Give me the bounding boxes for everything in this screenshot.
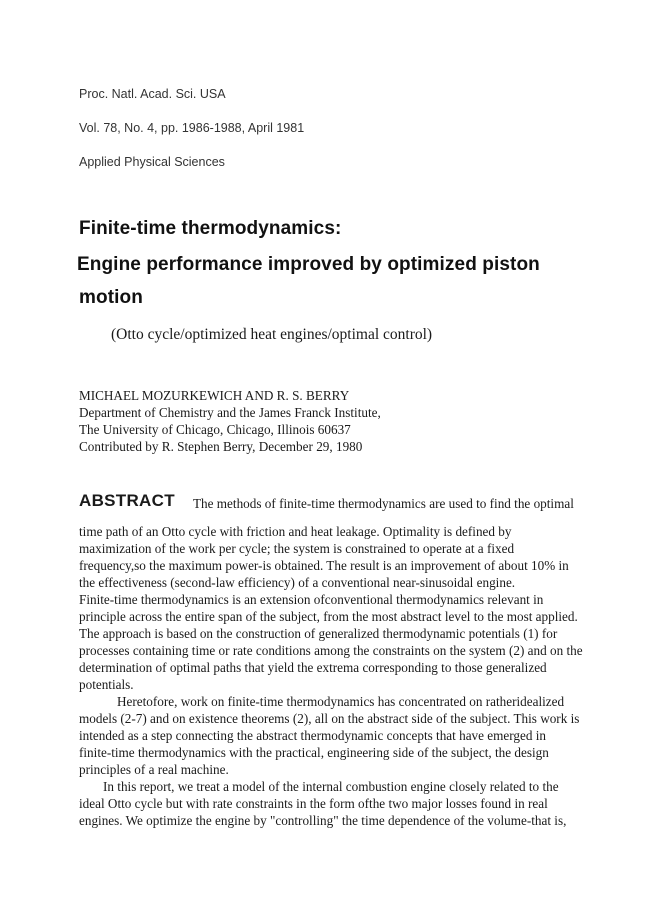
contributed-line: Contributed by R. Stephen Berry, December 29, 1980: [79, 439, 363, 454]
affiliation-line-1: Department of Chemistry and the James Franck Institute,: [79, 405, 381, 420]
body-line: Finite-time thermodynamics is an extension ofconventional thermodynamics relevant in: [79, 592, 544, 607]
keywords: (Otto cycle/optimized heat engines/optimal control): [111, 326, 433, 343]
affiliation-line-2: The University of Chicago, Chicago, Illinois 60637: [79, 422, 351, 437]
title-line-3: motion: [79, 287, 143, 308]
body-line: principles of a real machine.: [79, 762, 229, 777]
title-line-2: Engine performance improved by optimized piston: [77, 254, 540, 275]
abstract-line: time path of an Otto cycle with friction and heat leakage. Optimality is defined by: [79, 524, 512, 539]
body-line: processes containing time or rate conditions among the constraints on the system (2) and on the: [79, 643, 583, 658]
title-line-1: Finite-time thermodynamics:: [79, 218, 342, 239]
body-line: models (2-7) and on existence theorems (2), all on the abstract side of the subject. This work is: [79, 711, 580, 726]
body-line: intended as a step connecting the abstract thermodynamic concepts that have emerged in: [79, 728, 547, 743]
body-line: principle across the entire span of the subject, from the most abstract level to the most applied.: [79, 609, 578, 624]
journal-section: Applied Physical Sciences: [79, 155, 225, 169]
body-line: finite-time thermodynamics with the practical, engineering side of the subject, the design: [79, 745, 549, 760]
abstract-line: frequency,so the maximum power-is obtained. The result is an improvement of about 10% in: [79, 558, 569, 573]
journal-name: Proc. Natl. Acad. Sci. USA: [79, 87, 226, 101]
body-line: In this report, we treat a model of the internal combustion engine closely related to the: [103, 779, 559, 794]
body-line: The approach is based on the construction of generalized thermodynamic potentials (1) for: [79, 626, 558, 641]
body-line: potentials.: [79, 677, 134, 692]
author-names: MICHAEL MOZURKEWICH AND R. S. BERRY: [79, 388, 350, 403]
body-line: engines. We optimize the engine by "controlling" the time dependence of the volume-that is,: [79, 813, 567, 828]
abstract-line: the effectiveness (second-law efficiency) of a conventional near-sinusoidal engine.: [79, 575, 516, 590]
body-line: Heretofore, work on finite-time thermodynamics has concentrated on ratheridealized: [117, 694, 565, 709]
abstract-line: maximization of the work per cycle; the system is constrained to operate at a fixed: [79, 541, 515, 556]
abstract-heading: ABSTRACT: [79, 491, 175, 510]
body-line: determination of optimal paths that yield the extrema corresponding to those generalized: [79, 660, 547, 675]
abstract-line: The methods of finite-time thermodynamics are used to find the optimal: [193, 496, 574, 511]
body-line: ideal Otto cycle but with rate constraints in the form ofthe two major losses found in real: [79, 796, 548, 811]
journal-volume: Vol. 78, No. 4, pp. 1986-1988, April 1981: [79, 121, 305, 135]
